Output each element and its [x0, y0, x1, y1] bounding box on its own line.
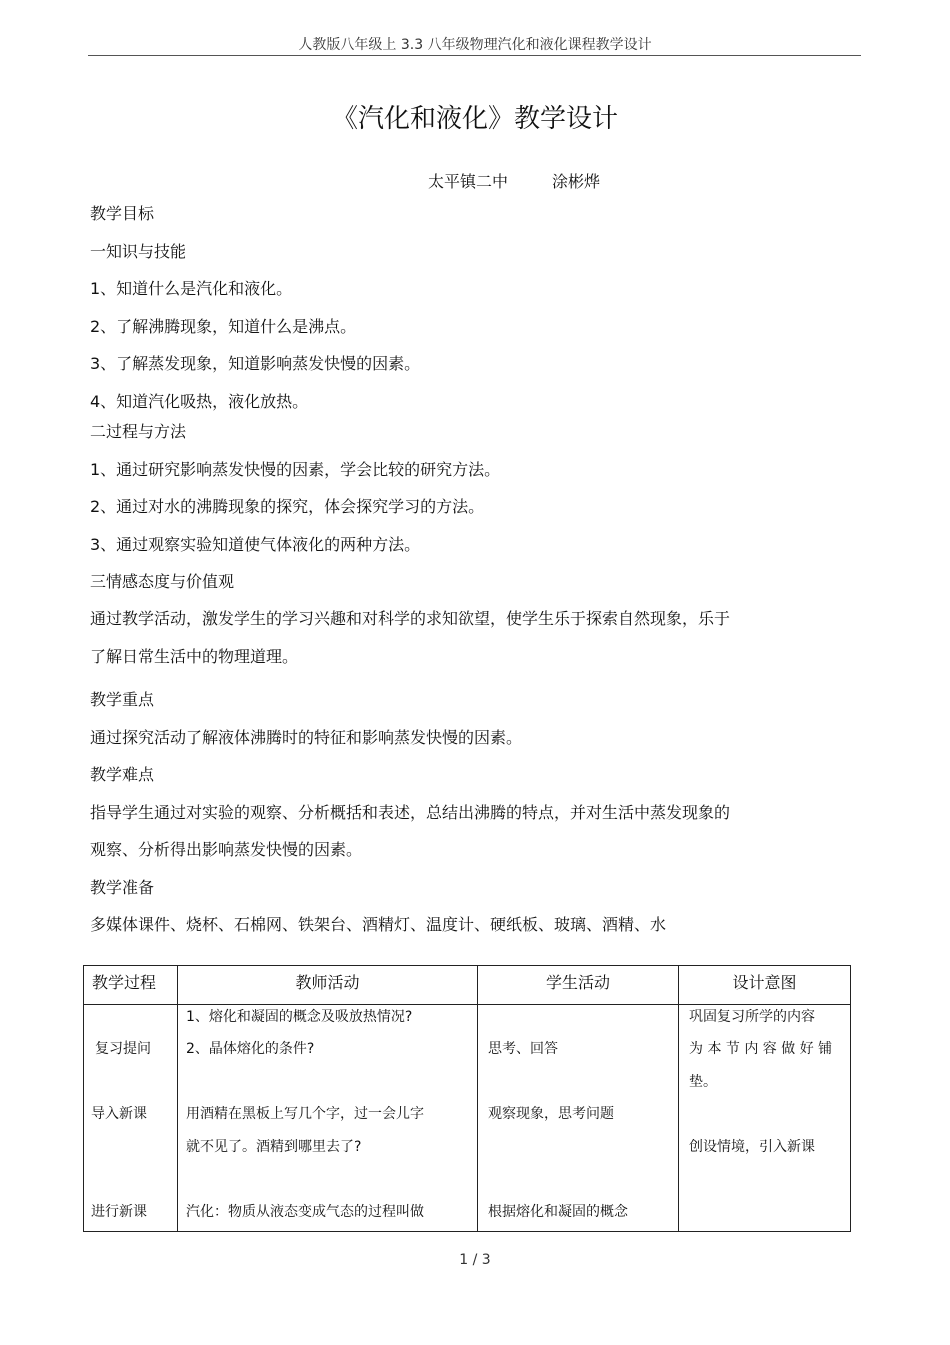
- lesson-plan-table: [83, 965, 851, 1232]
- key-points-heading: 教学重点: [90, 690, 155, 709]
- preparation-text: 多媒体课件、烧杯、石棉网、铁架台、酒精灯、温度计、硬纸板、玻璃、酒精、水: [90, 915, 667, 934]
- paragraph-line: 观察、分析得出影响蒸发快慢的因素。: [90, 840, 363, 859]
- school-name: 太平镇二中: [428, 172, 509, 191]
- column-header: 教学过程: [84, 966, 178, 1005]
- process-step: 导入新课: [91, 1106, 147, 1122]
- author-line: [428, 169, 600, 192]
- preparation-heading: 教学准备: [90, 878, 155, 897]
- list-item: 2、了解沸腾现象，知道什么是沸点。: [90, 317, 357, 336]
- process-step: 进行新课: [91, 1204, 147, 1220]
- column-header: 设计意图: [679, 966, 851, 1005]
- section-heading: 三情感态度与价值观: [90, 572, 235, 591]
- section-heading: 二过程与方法: [90, 422, 187, 441]
- student-line: 思考、回答: [488, 1041, 558, 1057]
- teacher-line: 用酒精在黑板上写几个字，过一会儿字: [186, 1106, 424, 1122]
- teacher-line: 1、熔化和凝固的概念及吸放热情况?: [186, 1009, 413, 1025]
- teacher-line: 就不见了。酒精到哪里去了?: [186, 1139, 362, 1155]
- document-title: 《汽化和液化》教学设计: [331, 104, 618, 134]
- teacher-line: 2、晶体熔化的条件?: [186, 1041, 315, 1057]
- key-points-text: 通过探究活动了解液体沸腾时的特征和影响蒸发快慢的因素。: [90, 728, 523, 747]
- list-item: 4、知道汽化吸热，液化放热。: [90, 392, 309, 411]
- teacher-line: 汽化：物质从液态变成气态的过程叫做: [186, 1204, 424, 1220]
- list-item: 3、了解蒸发现象，知道影响蒸发快慢的因素。: [90, 354, 421, 373]
- list-item: 1、通过研究影响蒸发快慢的因素，学会比较的研究方法。: [90, 460, 501, 479]
- process-step: 复习提问: [95, 1041, 151, 1057]
- student-line: 根据熔化和凝固的概念: [488, 1204, 628, 1220]
- table-header-row: [84, 966, 851, 1005]
- section-heading: 一知识与技能: [90, 242, 187, 261]
- header-rule: [88, 55, 861, 56]
- paragraph-line: 了解日常生活中的物理道理。: [90, 647, 299, 666]
- table-cell-teacher: [178, 1005, 478, 1232]
- column-header: 学生活动: [478, 966, 679, 1005]
- list-item: 1、知道什么是汽化和液化。: [90, 279, 293, 298]
- table-cell-intent: [679, 1005, 851, 1232]
- intent-line: 为 本 节 内 容 做 好 铺: [689, 1041, 833, 1057]
- intent-line: 垫。: [689, 1074, 717, 1090]
- objectives-heading: 教学目标: [90, 204, 155, 223]
- page-number: 1 / 3: [459, 1252, 491, 1268]
- student-line: 观察现象，思考问题: [488, 1106, 614, 1122]
- author-name: 涂彬烨: [552, 172, 601, 191]
- difficulty-heading: 教学难点: [90, 765, 155, 784]
- intent-line: 创设情境，引入新课: [689, 1139, 815, 1155]
- table-row: [84, 1005, 851, 1232]
- table-cell-student: [478, 1005, 679, 1232]
- table-cell-process: [84, 1005, 178, 1232]
- running-header: 人教版八年级上 3.3 八年级物理汽化和液化课程教学设计: [298, 37, 652, 53]
- list-item: 2、通过对水的沸腾现象的探究，体会探究学习的方法。: [90, 497, 485, 516]
- column-header: 教师活动: [178, 966, 478, 1005]
- paragraph-line: 指导学生通过对实验的观察、分析概括和表述，总结出沸腾的特点，并对生活中蒸发现象的: [90, 803, 731, 822]
- intent-line: 巩固复习所学的内容: [689, 1009, 815, 1025]
- list-item: 3、通过观察实验知道使气体液化的两种方法。: [90, 535, 421, 554]
- paragraph-line: 通过教学活动，激发学生的学习兴趣和对科学的求知欲望，使学生乐于探索自然现象，乐于: [90, 609, 731, 628]
